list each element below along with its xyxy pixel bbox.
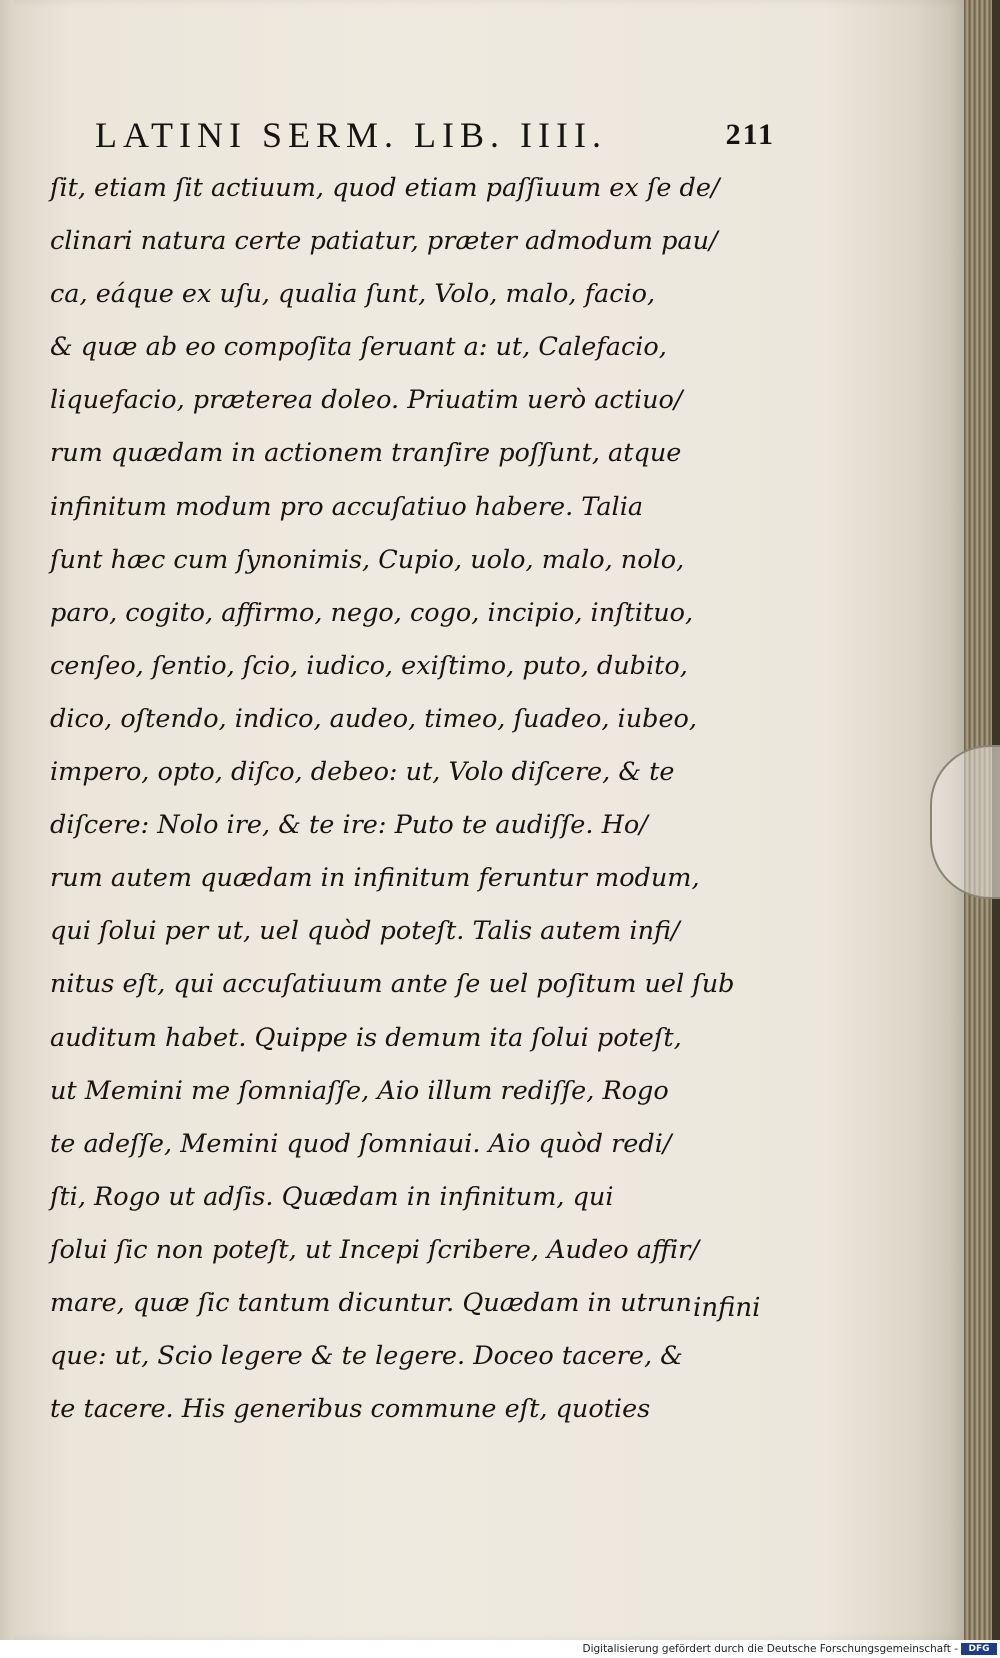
funding-credit: Digitalisierung gefördert durch die Deutsche Forschungsgemeinschaft - (582, 1643, 958, 1655)
text-line: ut Memini me ſomniaſſe, Aio illum rediſſe, Rogo (50, 1075, 669, 1106)
text-line: auditum habet. Quippe is demum ita ſolui poteſt, (50, 1022, 682, 1053)
text-line: ſit, etiam ſit actiuum, quod etiam paſſiuum ex ſe de/ (50, 173, 720, 203)
text-line: clinari natura certe patiatur, præter admodum pau/ (50, 226, 718, 257)
text-line: ſolui ſic non poteſt, ut Incepi ſcribere, Audeo affir/ (50, 1234, 699, 1265)
text-line: nitus eſt, qui accuſatiuum ante ſe uel poſitum uel ſub (50, 969, 735, 1000)
text-line: cenſeo, ſentio, ſcio, iudico, exiſtimo, puto, dubito, (50, 650, 688, 681)
text-line: ſunt hæc cum ſynonimis, Cupio, uolo, malo, nolo, (50, 544, 685, 575)
text-line: ſti, Rogo ut adſis. Quædam in infinitum, qui (50, 1181, 614, 1212)
text-line: impero, opto, diſco, debeo: ut, Volo diſcere, & te (50, 757, 675, 788)
text-line: diſcere: Nolo ire, & te ire: Puto te audiſſe. Ho/ (50, 810, 648, 841)
body-text (50, 162, 785, 1436)
text-line: ca, eáque ex uſu, qualia ſunt, Volo, malo, facio, (50, 279, 656, 310)
text-line: & quæ ab eo compoſita ſeruant a: ut, Calefacio, (50, 332, 667, 363)
catchword: infini (693, 1293, 761, 1323)
text-line: rum quædam in actionem tranſire poſſunt, atque (50, 438, 682, 469)
text-line: dico, oſtendo, indico, audeo, timeo, ſuadeo, iubeo, (50, 703, 698, 734)
page-number: 211 (725, 118, 775, 151)
text-line: que: ut, Scio legere & te legere. Doceo tacere, & (50, 1341, 683, 1372)
text-line: paro, cogito, affirmo, nego, cogo, incipio, inſtituo, (50, 597, 694, 628)
text-line: qui ſolui per ut, uel quòd poteſt. Talis autem infi/ (50, 916, 680, 947)
text-line: liquefacio, præterea doleo. Priuatim uerò actiuo/ (50, 385, 683, 416)
dfg-logo: DFG (961, 1643, 997, 1655)
page-header (95, 112, 775, 162)
text-line: infinitum modum pro accuſatiuo habere. Talia (50, 491, 644, 522)
text-line: te adeſſe, Memini quod ſomniaui. Aio quòd redi/ (50, 1128, 672, 1159)
text-line: te tacere. His generibus commune eſt, quoties (50, 1394, 651, 1425)
running-head: LATINI SERM. LIB. IIII. (95, 115, 607, 155)
text-line: mare, quæ ſic tantum dicuntur. Quædam in utrun (50, 1287, 692, 1318)
text-line: rum autem quædam in infinitum feruntur modum, (50, 863, 700, 894)
